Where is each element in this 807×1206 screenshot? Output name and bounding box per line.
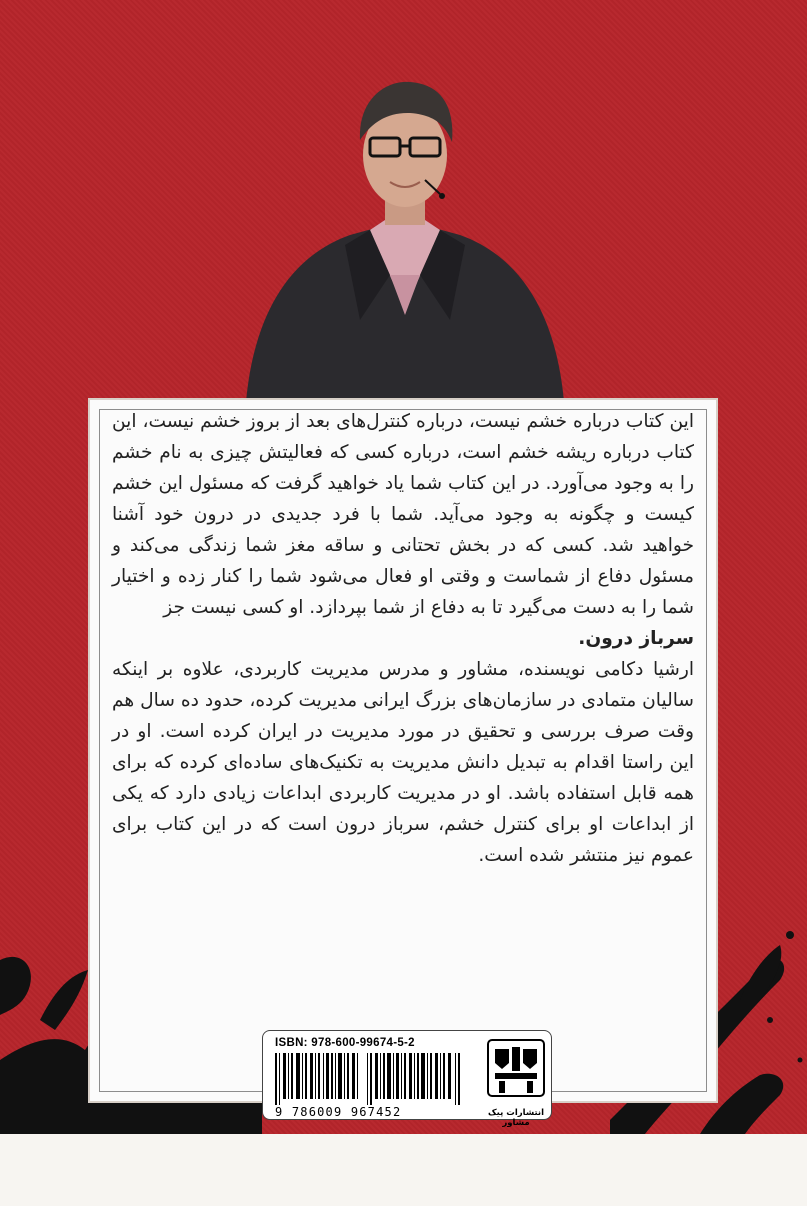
barcode-icon — [271, 1053, 471, 1105]
publisher-logo-icon — [487, 1039, 545, 1111]
isbn-label: ISBN: 978-600-99674-5-2 — [275, 1037, 415, 1049]
publisher-name: انتشارات پیک مشاور — [487, 1108, 545, 1128]
blurb-paragraph-book-text: این کتاب درباره خشم نیست، درباره کنترل‌های بعد از بروز خشم نیست، این کتاب درباره ریشه خشم است، درباره کسی که فعالیتش چیزی به نام خشم را به وجود می‌آورد. در این کتاب شما یاد خواهید گرفت که مسئول این خشم کیست و چگونه به وجود می‌آید. شما با فرد جدیدی در درون خود آشنا خواهید شد. کسی که در بخش تحتانی و ساقه مغز شما زندگی می‌کند و مسئول دفاع از شماست و وقتی او فعال می‌شود شما را کنار زده و اختیار شما را به دست می‌گیرد تا به دفاع از شما بپردازد. او کسی نیست جز — [112, 411, 694, 618]
blurb-paragraph-author-text: ارشیا دکامی نویسنده، مشاور و مدرس مدیریت کاربردی، علاوه بر اینکه سالیان متمادی در سازمان‌های بزرگ ایرانی مدیریت کرده، حدود ده سال هم وقت صرف بررسی و تحقیق در مورد مدیریت در ایران کرده است. او در این راستا اقدام به تبدیل دانش مدیریت به تکنیک‌های ساده‌ای کرده که برای همه قابل استفاده باشد. او در مدیریت کاربردی ابداعات زیادی دارد که یکی از ابداعات او برای کنترل خشم، سرباز درون است که در این کتاب برای عموم نیز منتشر شده است. — [112, 659, 694, 866]
blurb-panel — [88, 398, 718, 1103]
barcode-sticker — [262, 1030, 552, 1128]
barcode-digits: 9 786009 967452 — [275, 1105, 402, 1119]
blurb-text — [112, 406, 694, 871]
blurb-paragraph-book — [112, 406, 694, 623]
book-title-inline: سرباز درون. — [578, 628, 694, 649]
blurb-paragraph-author — [112, 654, 694, 871]
author-photo — [240, 70, 570, 415]
